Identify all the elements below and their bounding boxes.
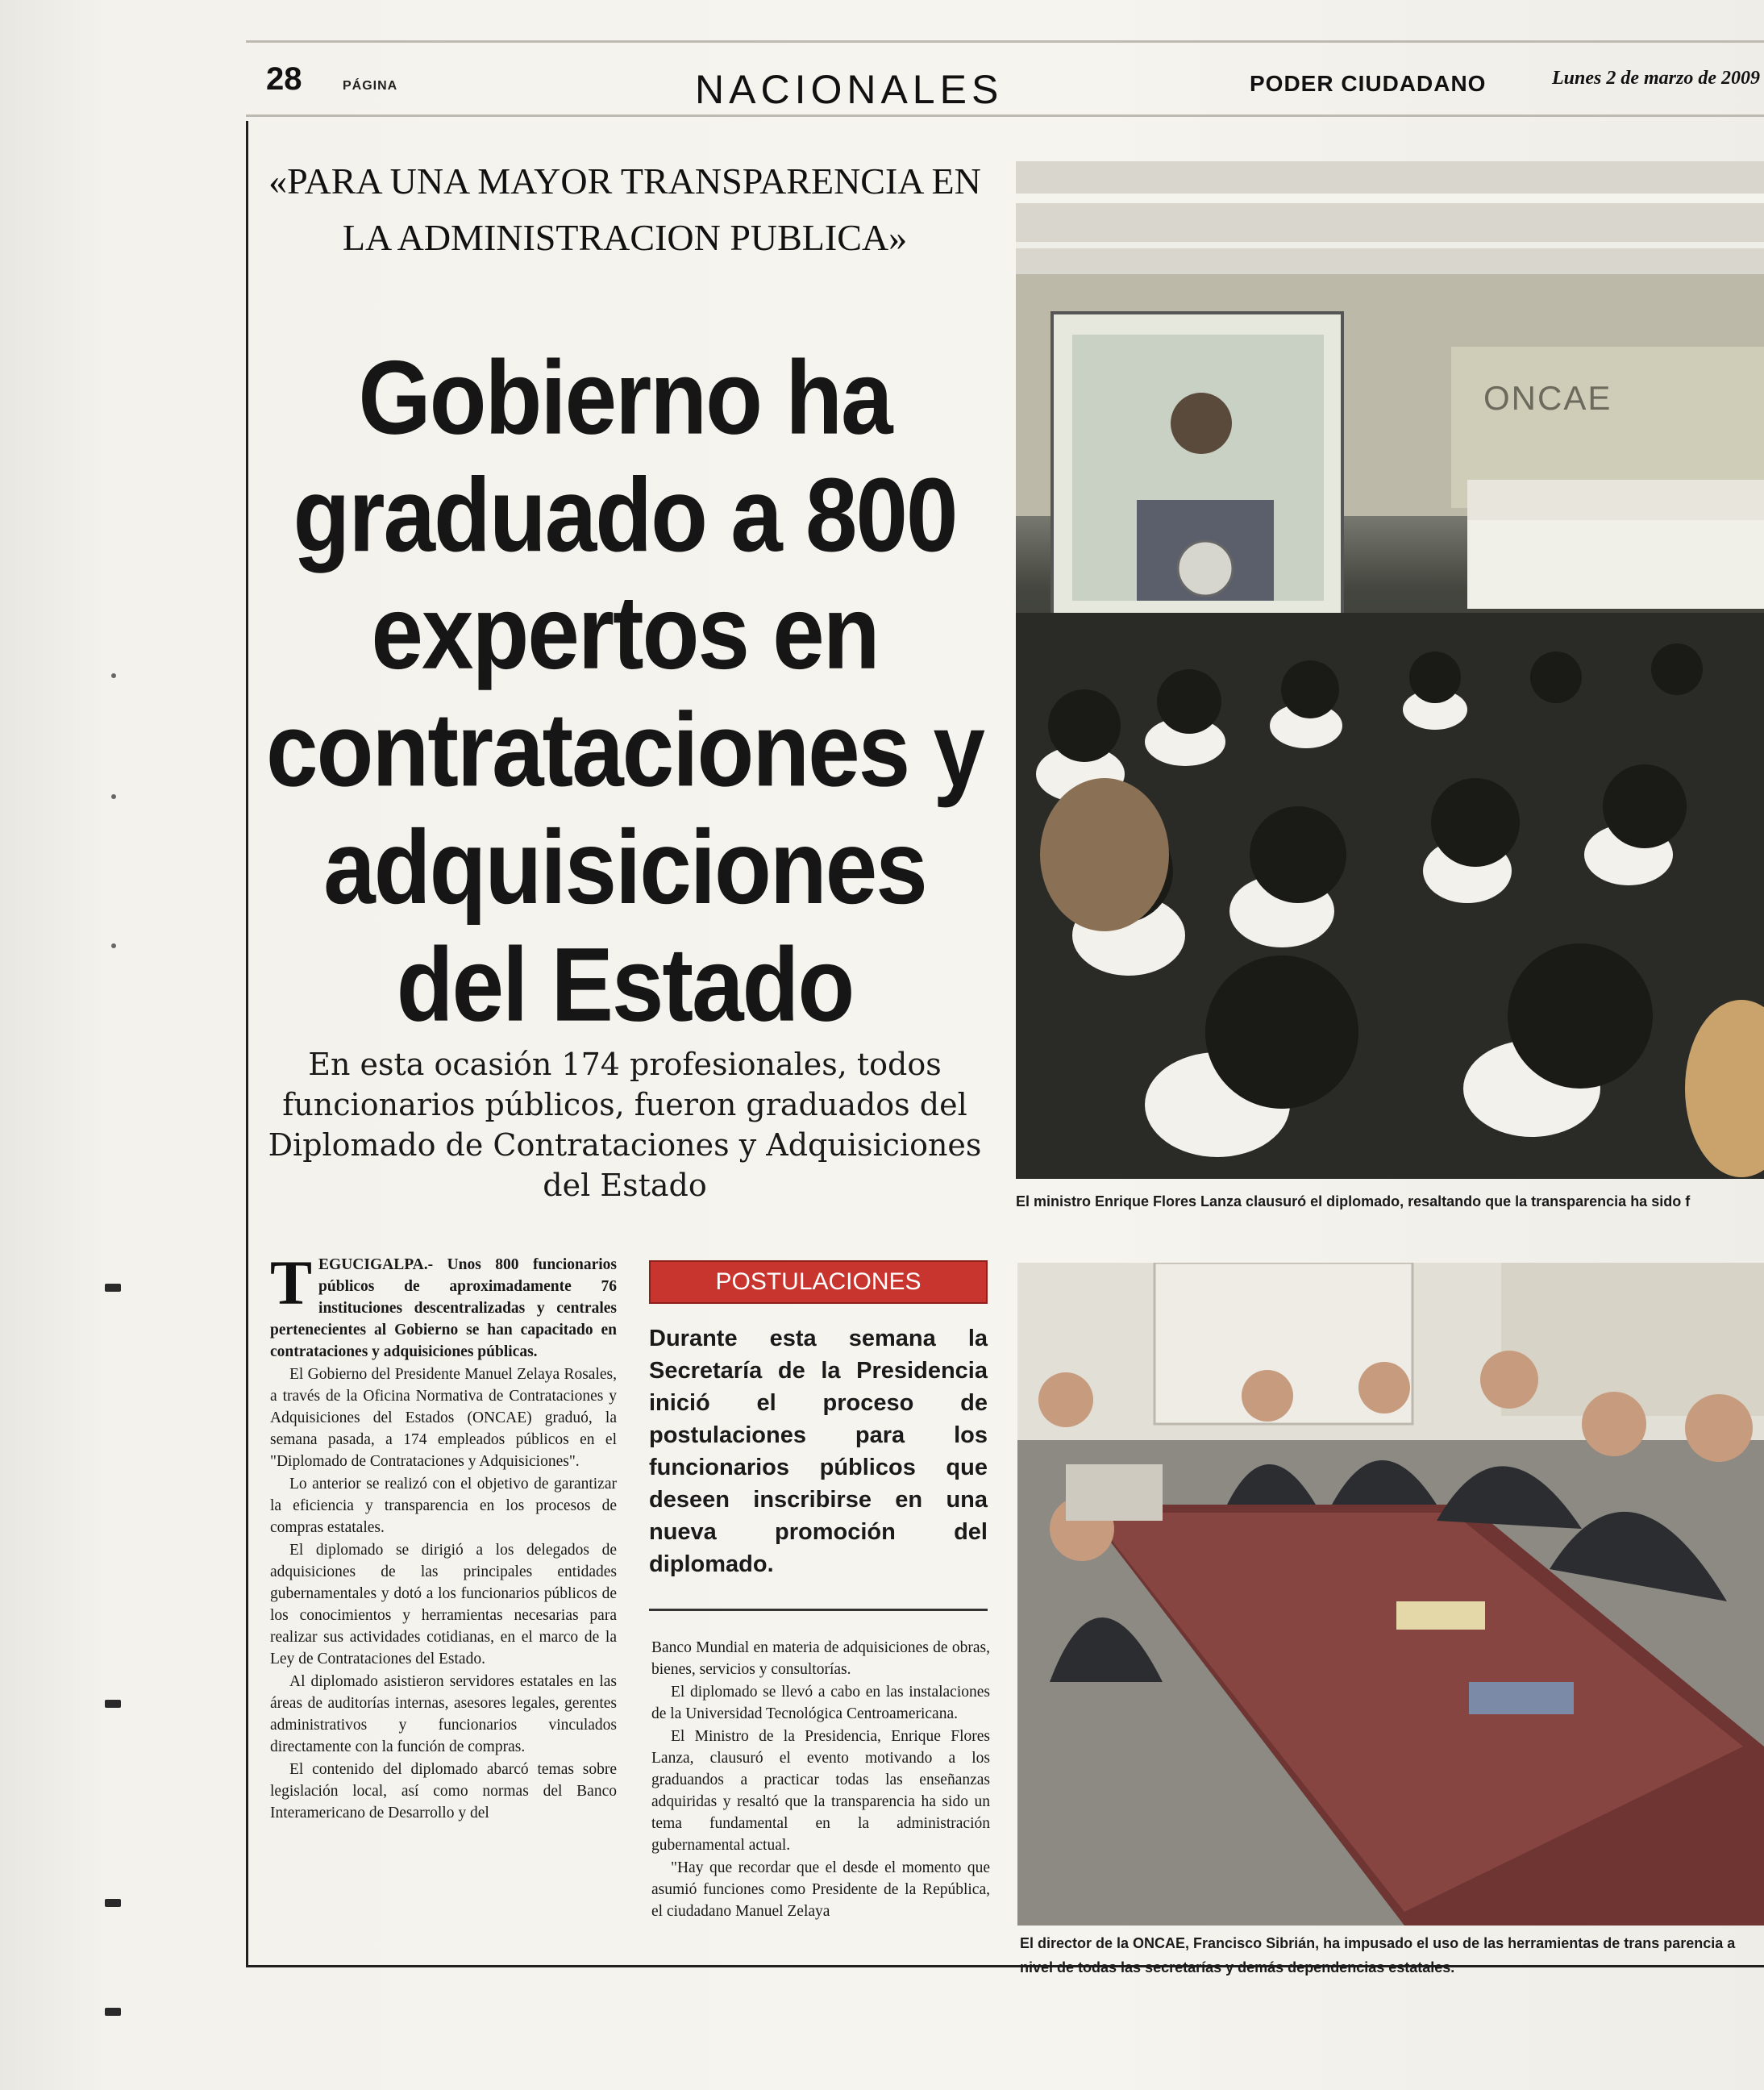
photo-conference: [1016, 161, 1764, 1179]
body-paragraph: El diplomado se llevó a cabo en las instalaciones de la Universidad Tecnológica Centroamericana.: [651, 1684, 990, 1722]
sidebar-text: Durante esta semana la Secretaría de la Presidencia inició el proceso de postulaciones para los funcionarios públicos que deseen inscribirse en una nueva promoción del diplomado.: [649, 1326, 988, 1577]
issue-date: Lunes 2 de marzo de 2009: [1552, 68, 1760, 89]
margin-mark: [105, 2008, 121, 2016]
page-word: PÁGINA: [343, 79, 398, 93]
photo-meeting: [1017, 1263, 1764, 1926]
margin-mark: [111, 673, 116, 678]
body-column-2: [651, 1637, 990, 1923]
margin-mark: [111, 943, 116, 948]
body-paragraph: El contenido del diplomado abarcó temas sobre legislación local, así como normas del Banco Interamericano de Desarrollo y del: [270, 1761, 617, 1821]
margin-mark: [105, 1700, 121, 1708]
margin-mark: [105, 1284, 121, 1292]
margin-mark: [105, 1899, 121, 1907]
section-title: NACIONALES: [695, 67, 1004, 112]
body-column-1: [270, 1247, 617, 1825]
dropcap: T: [270, 1247, 313, 1318]
body-paragraph: Banco Mundial en materia de adquisiciones de obras, bienes, servicios y consultorías.: [651, 1639, 990, 1678]
photo-meeting-drawing: [1017, 1263, 1764, 1926]
headline: Gobierno ha graduado a 800 expertos en contrataciones y adquisiciones del Estado: [266, 339, 984, 1043]
photo-conference-drawing: [1016, 161, 1764, 1179]
body-paragraph: Al diplomado asistieron servidores estatales en las áreas de auditorías internas, asesores legales, gerentes administrativos y funcionarios vinculados directamente con la función de compras.: [270, 1673, 617, 1755]
body-paragraph: El Gobierno del Presidente Manuel Zelaya Rosales, a través de la Oficina Normativa de Contrataciones y Adquisiciones del Estados (ONCAE) graduó, la semana pasada, a 174 empleados públicos en el "Diplomado de Contrataciones y Adquisiciones".: [270, 1366, 617, 1470]
body-paragraph: El Ministro de la Presidencia, Enrique Flores Lanza, clausuró el evento motivando a los graduandos a practicar todas las enseñanzas adquiridas y resaltó que la transparencia ha sido un tema fundamental en la administración gubernamental actual.: [651, 1728, 990, 1854]
header-top-rule: [246, 40, 1764, 43]
brand-name: PODER CIUDADANO: [1250, 71, 1487, 96]
header-bottom-rule: [246, 114, 1764, 117]
body-paragraph: "Hay que recordar que el desde el momento que asumió funciones como Presidente de la República, el ciudadano Manuel Zelaya: [651, 1859, 990, 1920]
kicker: «PARA UNA MAYOR TRANSPARENCIA EN LA ADMINISTRACION PUBLICA»: [268, 160, 981, 258]
body-paragraph: Lo anterior se realizó con el objetivo de garantizar la eficiencia y transparencia en los procesos de compras estatales.: [270, 1476, 617, 1536]
margin-mark: [111, 794, 116, 799]
sidebar-bottom-rule: [649, 1609, 988, 1611]
sidebar-label: POSTULACIONES: [649, 1260, 988, 1304]
lead-text: EGUCIGALPA.- Unos 800 funcionarios públicos de aproximadamente 76 instituciones descentralizadas y centrales pertenecientes al Gobierno se han capacitado en contrataciones y adquisiciones públicas.: [270, 1256, 617, 1360]
screen-logo: ONCAE: [1483, 379, 1612, 417]
page-number: 28: [266, 61, 302, 97]
deck: En esta ocasión 174 profesionales, todos funcionarios públicos, fueron graduados del Diplomado de Contrataciones y Adquisiciones del Estado: [268, 1047, 982, 1203]
body-paragraph: El diplomado se dirigió a los delegados de adquisiciones de las principales entidades gubernamentales y dotó a los funcionarios públicos de los conocimientos y herramientas necesarias para realizar sus actividades cotidianas, en el marco de la Ley de Contrataciones del Estado.: [270, 1542, 617, 1667]
lead-paragraph: [270, 1247, 617, 1363]
photo-caption-2: El director de la ONCAE, Francisco Sibrián, ha impusado el uso de las herramientas de trans parencia a nivel de todas las secretarías y demás dependencias estatales.: [1020, 1935, 1736, 1976]
photo-caption-1: El ministro Enrique Flores Lanza clausuró el diplomado, resaltando que la transparencia ha sido f: [1016, 1193, 1691, 1209]
